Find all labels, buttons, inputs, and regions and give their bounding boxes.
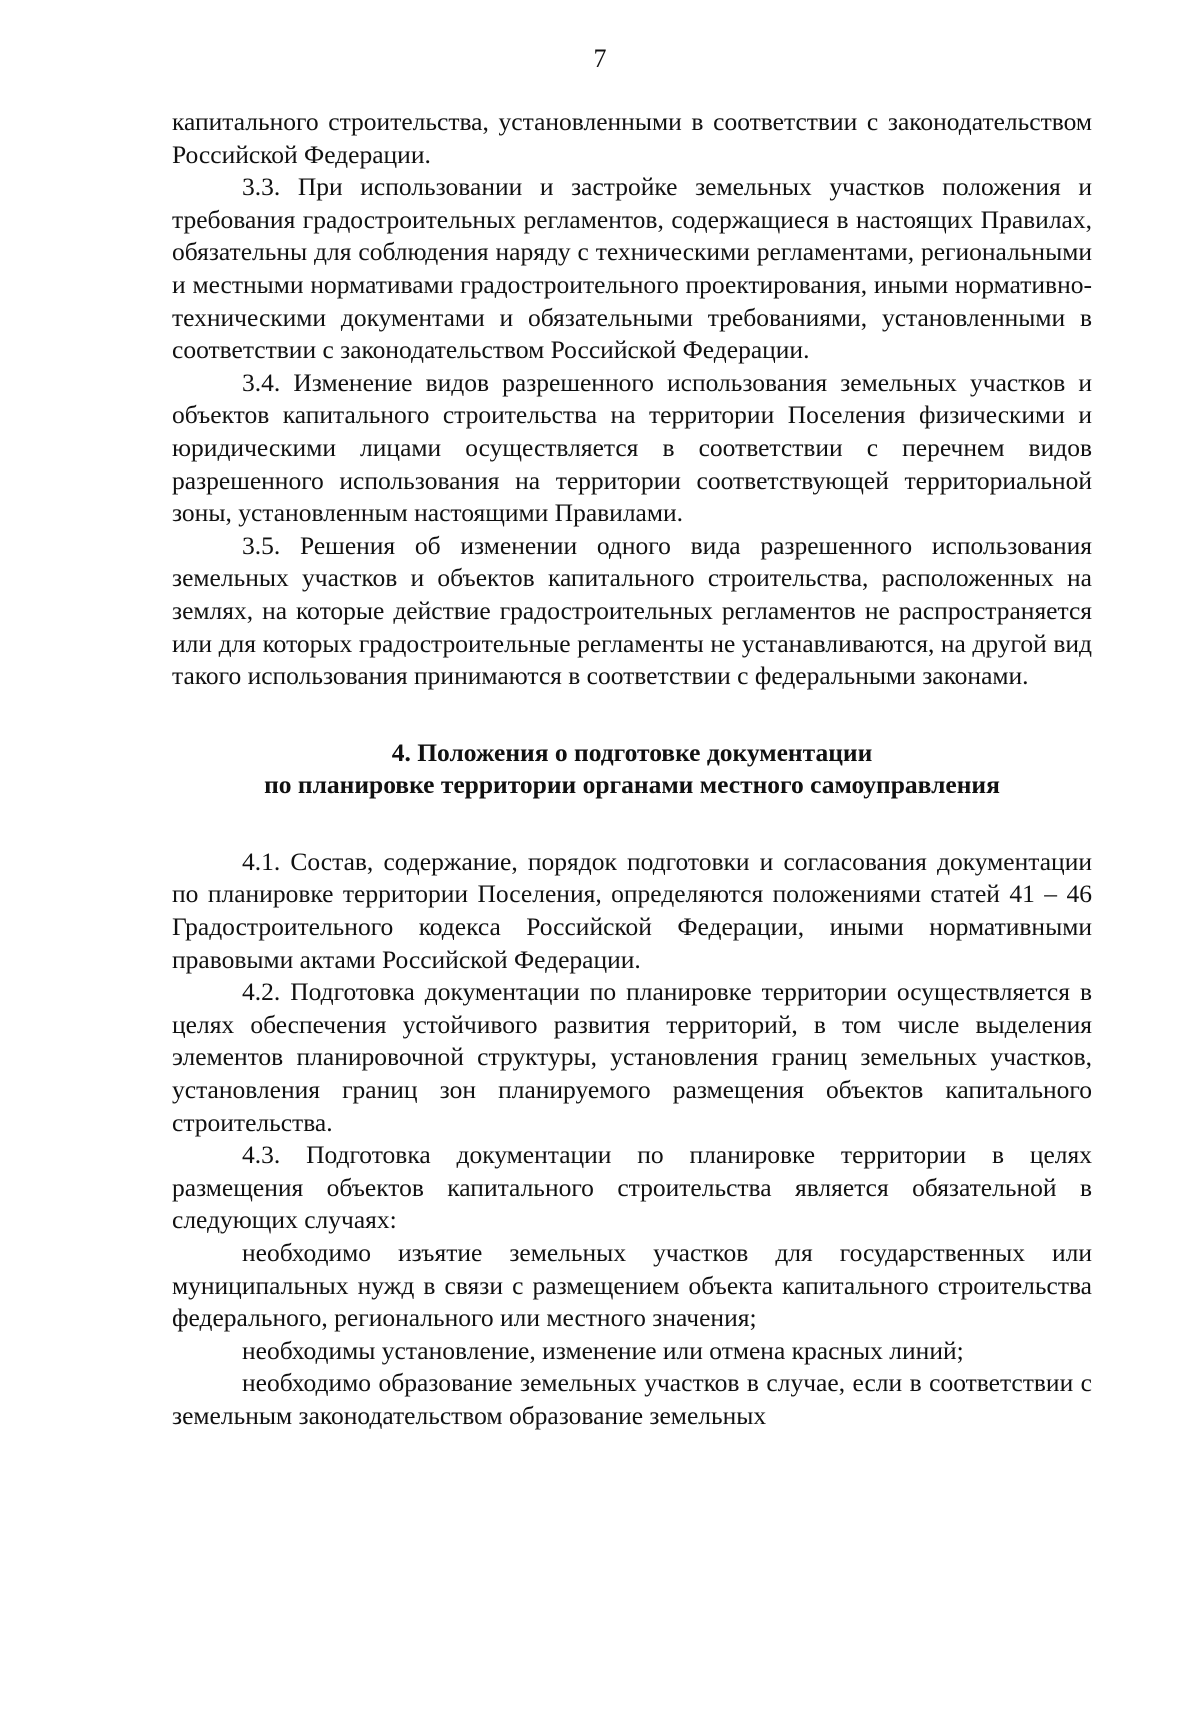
section-heading-line-2: по планировке территории органами местного самоуправления <box>264 770 1000 800</box>
section-heading-4 <box>172 737 1092 802</box>
paragraph-continuation: капитального строительства, установленными в соответствии с законодательством Российской Федерации. <box>172 107 1092 169</box>
document-body <box>172 106 1092 1433</box>
paragraph-3-4: 3.4. Изменение видов разрешенного использования земельных участков и объектов капитального строительства на территории Поселения физическими и юридическими лицами осуществляется в соответствии с перечнем видов разрешенного использования на территории соответствующей территориальной зоны, установленным настоящими Правилами. <box>172 367 1092 528</box>
paragraph-3-5: 3.5. Решения об изменении одного вида разрешенного использования земельных участков и объектов капитального строительства, расположенных на землях, на которые действие градостроительных регламентов не распространяется или для которых градостроительные регламенты не устанавливаются, на другой вид такого использования принимаются в соответствии с федеральными законами. <box>172 530 1092 691</box>
list-item-4-3-b: необходимы установление, изменение или отмена красных линий; <box>242 1335 964 1365</box>
page-number: 7 <box>593 44 607 73</box>
paragraph-4-1: 4.1. Состав, содержание, порядок подготовки и согласования документации по планировке территории Поселения, определяются положениями статей 41 – 46 Градостроительного кодекса Российской Федерации, иными нормативными правовыми актами Российской Федерации. <box>172 846 1092 974</box>
paragraph-4-3: 4.3. Подготовка документации по планировке территории в целях размещения объектов капитального строительства является обязательной в следующих случаях: <box>172 1140 1092 1235</box>
section-heading-line-1: 4. Положения о подготовке документации <box>391 737 873 767</box>
paragraph-4-2: 4.2. Подготовка документации по планировке территории осуществляется в целях обеспечения устойчивого развития территорий, в том числе выделения элементов планировочной структуры, установления границ земельных участков, установления границ зон планируемого размещения объектов капитального строительства. <box>172 977 1092 1137</box>
list-item-4-3-a: необходимо изъятие земельных участков для государственных или муниципальных нужд в связи с размещением объекта капитального строительства федерального, регионального или местного значения; <box>172 1238 1092 1333</box>
paragraph-3-3: 3.3. При использовании и застройке земельных участков положения и требования градостроительных регламентов, содержащиеся в настоящих Правилах, обязательны для соблюдения наряду с техническими регламентами, региональными и местными нормативами градостроительного проектирования, иными нормативно-техническими документами и обязательными требованиями, установленными в соответствии с законодательством Российской Федерации. <box>172 172 1092 365</box>
list-item-4-3-c: необходимо образование земельных участков в случае, если в соответствии с земельным законодательством образование земельных <box>172 1368 1092 1430</box>
